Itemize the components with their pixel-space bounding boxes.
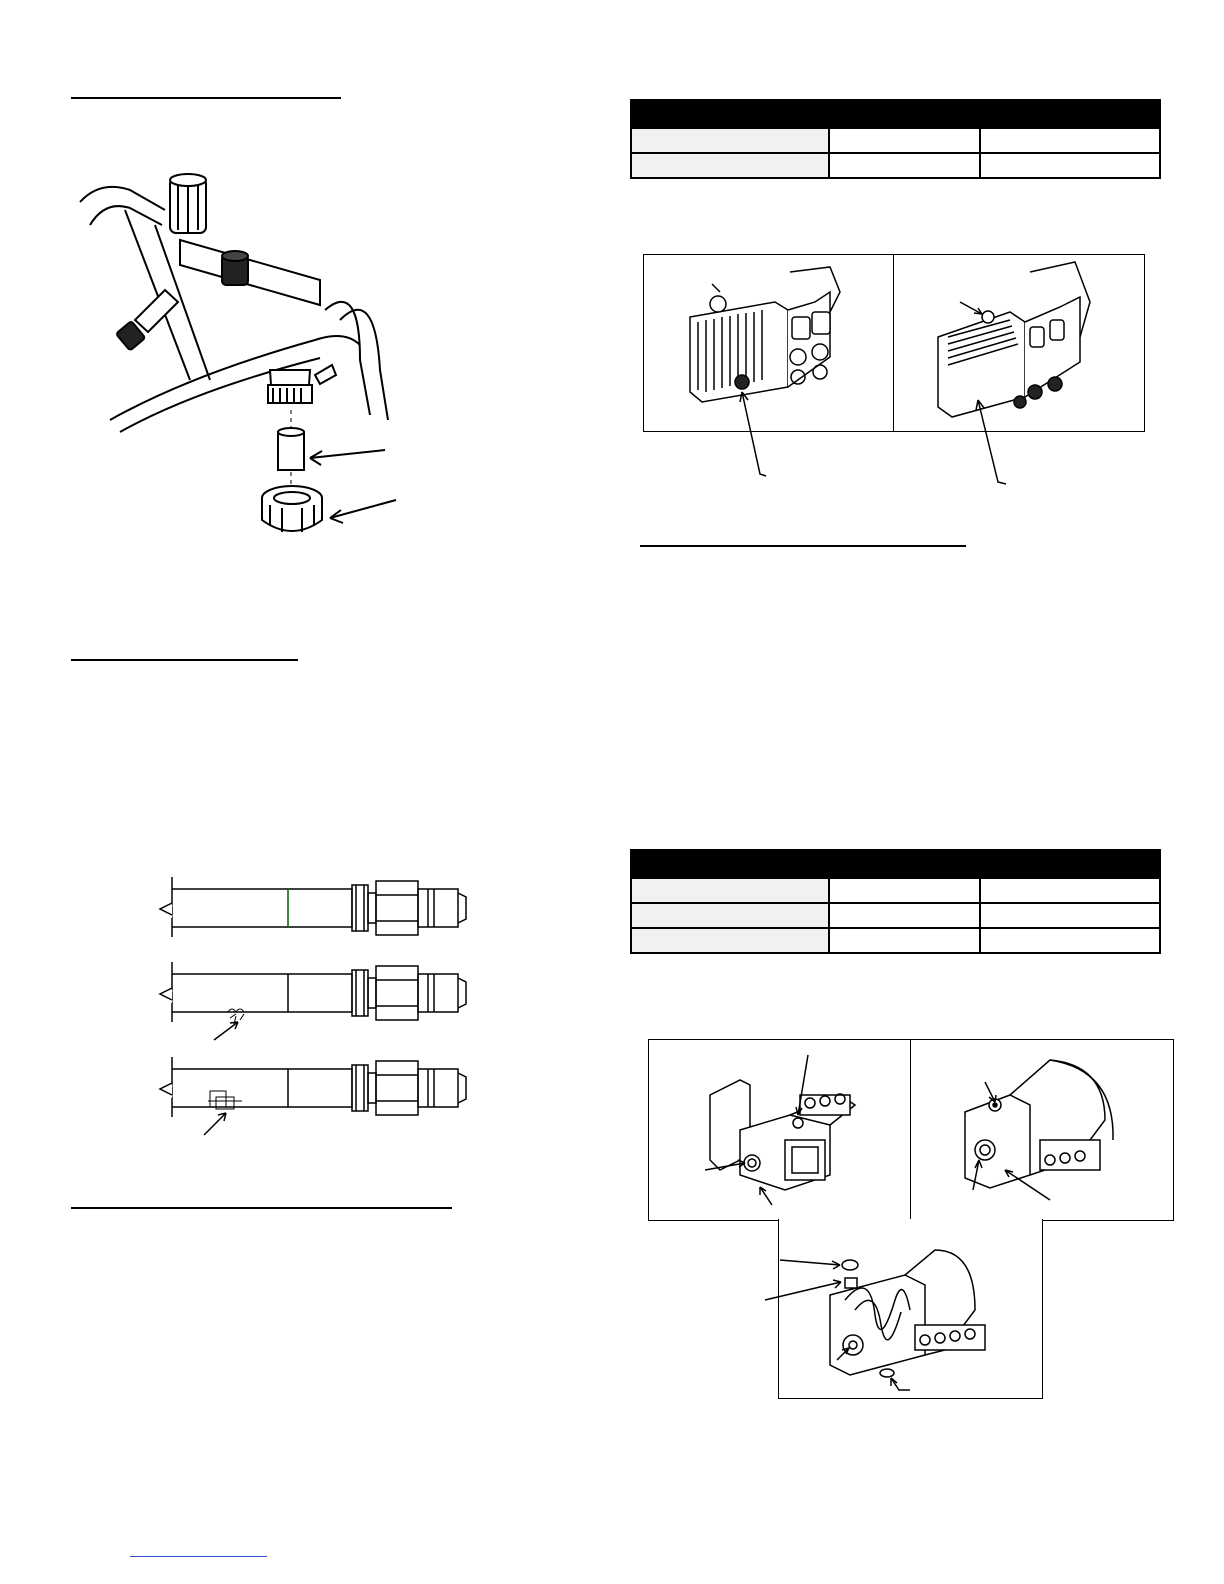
table-row bbox=[631, 878, 1160, 903]
table-row bbox=[631, 128, 1160, 153]
hose-diagram-leak bbox=[150, 960, 470, 1045]
table-top bbox=[630, 99, 1161, 179]
pump-drawing-b bbox=[930, 262, 1110, 487]
footer-link-rule[interactable] bbox=[130, 1556, 267, 1557]
heading-rule-hose bbox=[71, 659, 298, 661]
unloader-assembly-drawing bbox=[70, 170, 410, 560]
hose-diagram-damaged bbox=[150, 1055, 470, 1140]
hose-diagram-good bbox=[150, 875, 470, 940]
pump-drawing-c bbox=[700, 1055, 880, 1215]
heading-rule-unloader bbox=[71, 97, 341, 99]
table-row bbox=[631, 928, 1160, 953]
pump-drawing-e bbox=[775, 1240, 1005, 1400]
heading-rule-right-mid bbox=[640, 545, 966, 547]
table-row bbox=[631, 903, 1160, 928]
table-bottom-header bbox=[631, 850, 1160, 878]
pump-figure-divider bbox=[893, 255, 894, 431]
heading-rule-left-bottom bbox=[71, 1207, 452, 1209]
table-top-header bbox=[631, 100, 1160, 128]
pump-drawing-d bbox=[955, 1050, 1135, 1210]
pump-drawing-a bbox=[680, 262, 860, 482]
table-bottom bbox=[630, 849, 1161, 954]
table-row bbox=[631, 153, 1160, 178]
